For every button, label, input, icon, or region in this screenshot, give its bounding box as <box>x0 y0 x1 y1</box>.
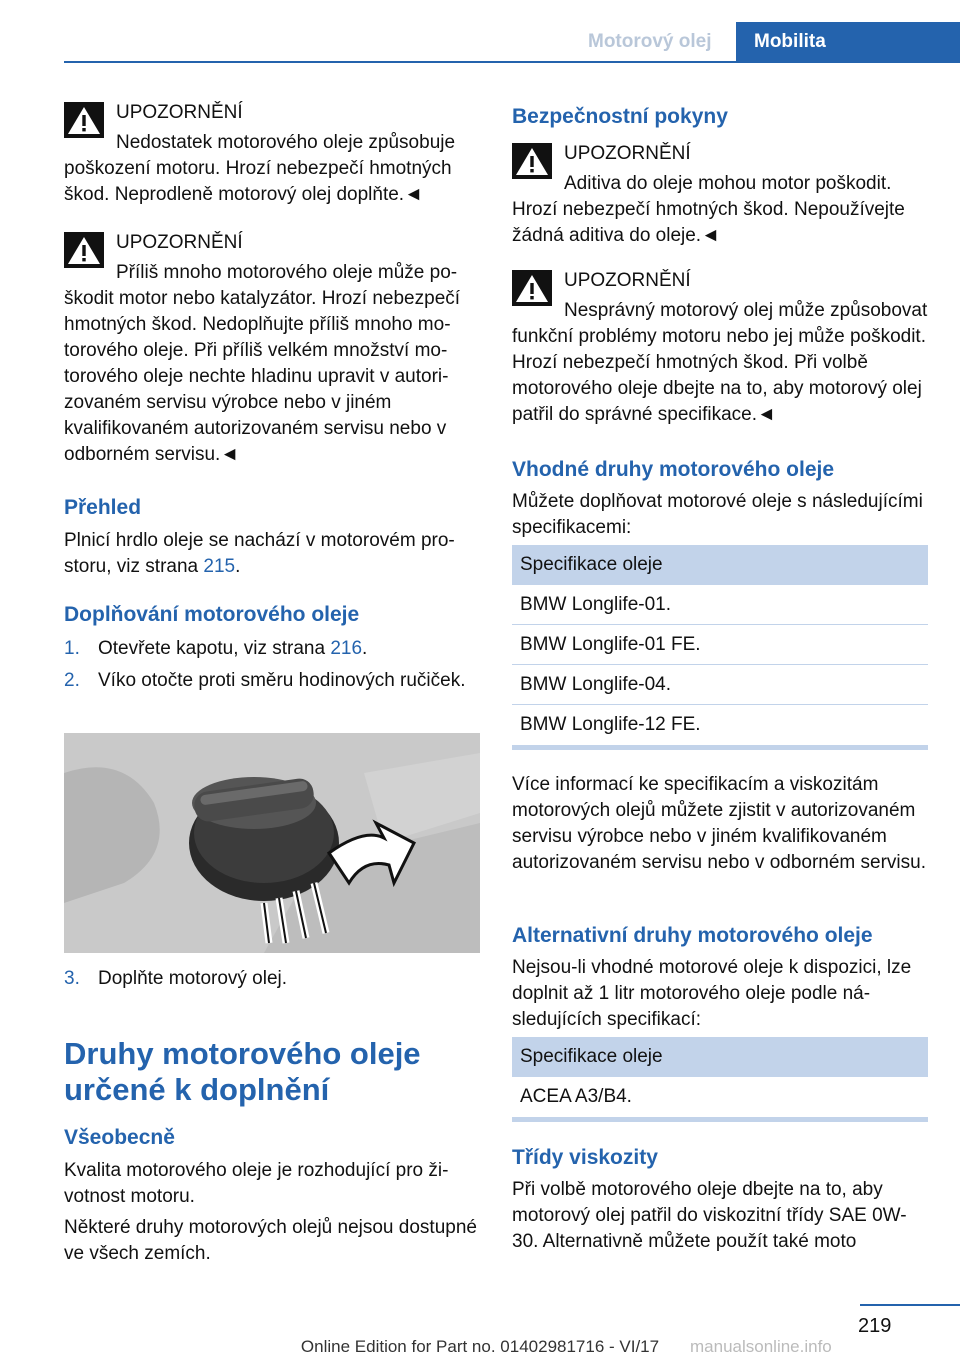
table-header: Specifikace oleje <box>512 545 928 585</box>
spec-table-alternative <box>512 1037 928 1122</box>
edition-line: Online Edition for Part no. 01402981716 - VI/17 <box>300 1337 660 1356</box>
viscosity-heading: Třídy viskozity <box>512 1146 658 1169</box>
general-paragraph-1: Kvalita motorového oleje je rozhodující pro životnost motoru. <box>64 1160 449 1207</box>
general-paragraph-2: Některé druhy motorových olejů nejsou dostupné ve všech zemích. <box>64 1217 477 1264</box>
more-info-text: Více informací ke specifikacím a viskozitám motorových olejů můžete zjistit v autorizovaném servisu výrobce nebo v jiném kvalifikovaném autorizovaném servisu nebo v odborném servisu. <box>512 774 926 873</box>
footer-rule <box>860 1304 960 1306</box>
page-link-215[interactable]: 215 <box>203 556 236 577</box>
warning-text: Nesprávný motorový olej může způsobovat funkční problémy motoru nebo jej může poškodit. Hrozí nebezpečí hmotných škod. Při volbě motorového oleje dbejte na to, aby motorový olej patřil do správné specifikace.◄ <box>512 300 928 425</box>
section-title: Druhy motorového oleje určené k doplnění <box>64 1036 421 1107</box>
table-row: BMW Longlife-01. <box>512 585 928 625</box>
refill-heading: Doplňování motorového oleje <box>64 603 360 626</box>
viscosity-text: Při volbě motorového oleje dbejte na to, aby motorový olej patřil do viskozitní třídy SAE 0W-30. Alternativně můžete použít také moto <box>512 1179 907 1252</box>
section-tab: Motorový olej <box>588 31 712 52</box>
page-header <box>0 0 960 62</box>
warning-text: Příliš mnoho motorového oleje může poškodit motor nebo katalyzátor. Hrozí nebezpečí hmotných škod. Nedoplňujte příliš mnoho motorového oleje. Při příliš velkém množství motorového oleje nechte hladinu upravit v autorizovaném servisu výrobce nebo v jiném kvalifikovaném autorizovaném servisu nebo v odborném servisu.◄ <box>64 262 461 465</box>
overview-heading: Přehled <box>64 496 142 519</box>
header-rule <box>64 61 960 63</box>
table-row: BMW Longlife-01 FE. <box>512 625 928 665</box>
table-header: Specifikace oleje <box>512 1037 928 1077</box>
table-footer-rule <box>512 1117 928 1122</box>
warning-text: Aditiva do oleje mohou motor poškodit. Hrozí nebezpečí hmotných škod. Nepoužívejte žádná aditiva do oleje.◄ <box>512 173 905 246</box>
alternative-oils-text: Nejsou-li vhodné motorové oleje k dispozici, lze doplnit až 1 litr motorového oleje podle následujících specifikací: <box>512 957 912 1030</box>
table-row: BMW Longlife-04. <box>512 665 928 705</box>
suitable-oils-text: Můžete doplňovat motorové oleje s následujícími specifikacemi: <box>512 491 923 538</box>
page-link-216[interactable]: 216 <box>330 638 363 659</box>
warning-heading: UPOZORNĚNÍ <box>564 143 691 164</box>
warning-heading: UPOZORNĚNÍ <box>116 232 243 253</box>
overview-text: Plnicí hrdlo oleje se nachází v motorovém prostoru, viz strana 215. <box>64 530 455 577</box>
watermark: manualsonline.info <box>690 1337 832 1356</box>
list-number: 3. <box>64 968 80 989</box>
safety-heading: Bezpečnostní pokyny <box>512 105 728 128</box>
warning-heading: UPOZORNĚNÍ <box>564 270 691 291</box>
list-number: 2. <box>64 670 80 691</box>
page-number: 219 <box>858 1315 892 1337</box>
table-row: BMW Longlife-12 FE. <box>520 714 701 735</box>
spec-table-suitable <box>512 545 928 750</box>
list-number: 1. <box>64 638 80 659</box>
alternative-oils-heading: Alternativní druhy motorového oleje <box>512 924 873 947</box>
chapter-tab: Mobilita <box>736 22 960 62</box>
table-footer-rule <box>512 745 928 750</box>
general-heading: Všeobecně <box>64 1126 175 1149</box>
suitable-oils-heading: Vhodné druhy motorového oleje <box>512 458 835 481</box>
warning-text: Nedostatek motorového oleje způsobuje poškození motoru. Hrozí nebezpečí hmotných škod. Neprodleně motorový olej doplňte.◄ <box>64 132 456 205</box>
oil-cap-illustration <box>64 733 480 953</box>
table-row: ACEA A3/B4. <box>520 1086 632 1107</box>
warning-heading: UPOZORNĚNÍ <box>116 102 243 123</box>
